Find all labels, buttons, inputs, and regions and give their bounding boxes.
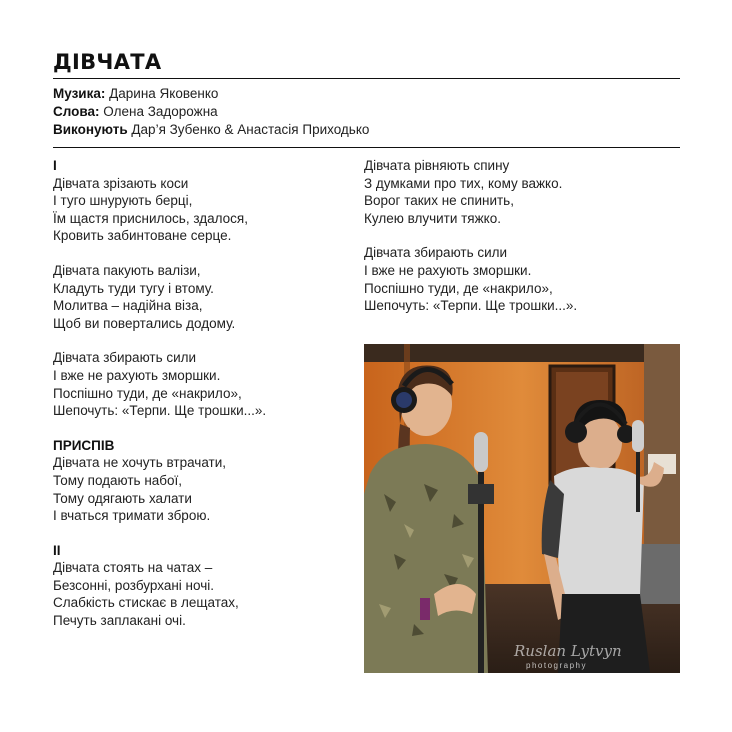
lyric-line: Тому подають набої, [53,472,183,488]
stanza-heading: I [53,158,57,173]
credit-label: Музика: [53,86,106,101]
credit-label: Слова: [53,104,100,119]
credits-divider [53,147,680,148]
credit-lyrics [53,103,680,121]
lyric-line: Дівчата збирають сили [364,245,508,261]
lyric-line: Печуть заплакані очі. [53,613,186,629]
lyric-line: Тому одягають халати [53,490,192,506]
song-credits [53,79,680,147]
lyric-line: Безсонні, розбурхані ночі. [53,577,214,593]
lyric-line: Поспішно туди, де «накрило», [364,280,553,296]
stanza [53,349,353,419]
lyric-line: Поспішно туди, де «накрило», [53,385,242,401]
lyric-line: З думками про тих, кому важко. [364,175,563,191]
lyrics-right-column [364,157,680,332]
studio-photo-illustration [364,344,680,673]
lyric-line: Шепочуть: «Терпи. Ще трошки...». [53,403,267,419]
lyric-line: І вчаться тримати зброю. [53,508,211,524]
credit-value: Олена Задорожна [103,104,218,119]
lyric-line: Дівчата зрізають коси [53,175,189,191]
lyric-line: І туго шнурують берці, [53,193,193,209]
lyric-line: Ворог таких не спинить, [364,193,514,209]
lyric-line: Кулею влучити тяжко. [364,210,501,226]
stanza [53,157,353,245]
watermark-text: photography [526,661,587,670]
stanza [364,244,680,314]
lyric-line: І вже не рахують зморшки. [53,367,221,383]
lyric-line: Молитва – надійна віза, [53,298,203,314]
song-title: ДІВЧАТА [53,50,162,74]
stanza-heading: II [53,542,61,558]
lyric-line: Дівчата рівняють спину [364,158,510,173]
stanza [53,262,353,332]
lyric-line: Кладуть туди тугу і втому. [53,280,214,296]
stanza-heading: ПРИСПІВ [53,437,115,453]
lyric-line: Слабкість стискає в лещатах, [53,595,239,611]
lyric-line: Кровить забинтоване серце. [53,228,232,244]
lyrics-page [53,48,680,670]
credit-value: Дар’я Зубенко & Анастасія Приходько [131,122,370,137]
stanza [53,542,353,630]
lyric-line: Дівчата збирають сили [53,350,197,366]
credit-label: Виконують [53,122,128,137]
lyrics-left-column [53,157,353,647]
lyric-line: Дівчата пакують валізи, [53,262,201,278]
credit-performers [53,121,680,139]
stanza [364,157,680,227]
lyric-line: Дівчата не хочуть втрачати, [53,455,227,471]
watermark-signature: Ruslan Lytvyn [514,642,622,660]
lyric-line: Щоб ви повертались додому. [53,315,236,331]
lyric-line: Шепочуть: «Терпи. Ще трошки...». [364,298,578,314]
credit-value: Дарина Яковенко [109,86,219,101]
lyric-line: Дівчата стоять на чатах – [53,560,213,576]
credit-music [53,85,680,103]
stanza [53,437,353,525]
studio-photo [364,344,680,673]
lyric-line: Їм щастя приснилось, здалося, [53,210,248,226]
lyric-line: І вже не рахують зморшки. [364,262,532,278]
